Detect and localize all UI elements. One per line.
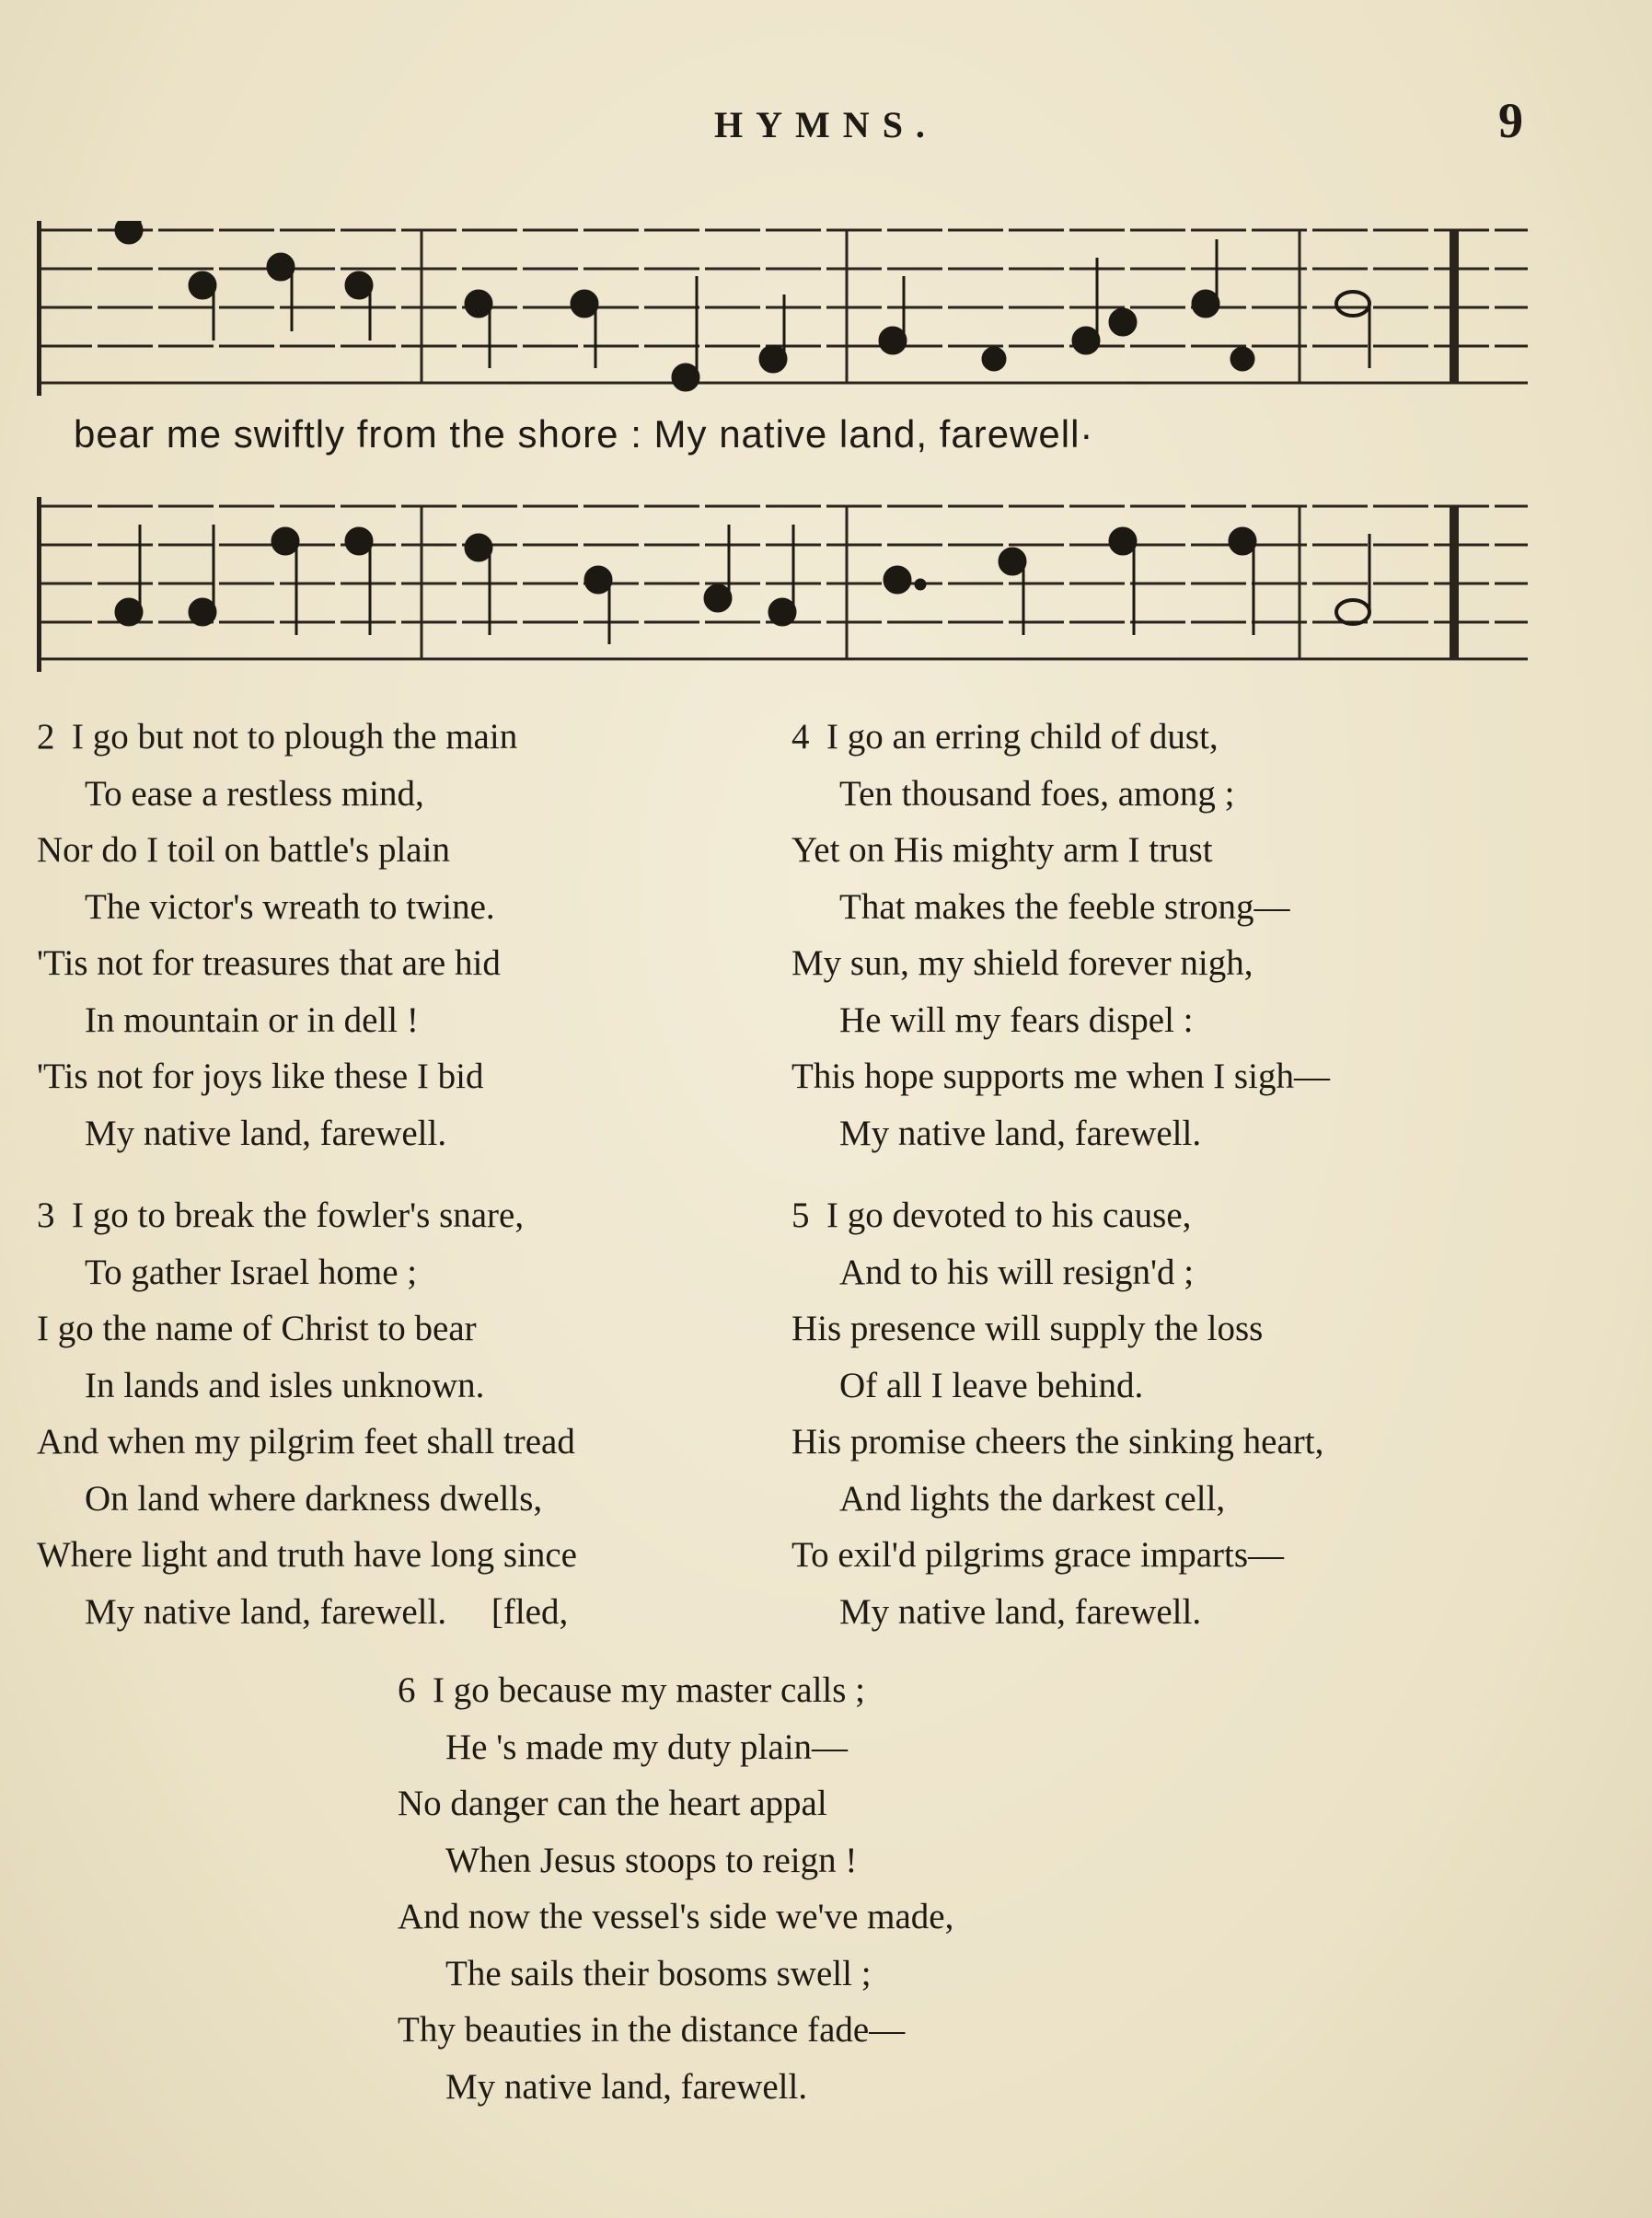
verse-2 xyxy=(37,709,517,1161)
verse-line: And now the vessel's side we've made, xyxy=(398,1897,954,1936)
verse-line: No danger can the heart appal xyxy=(398,1784,827,1823)
verse-line: To exil'd pilgrims grace imparts— xyxy=(791,1535,1285,1575)
verse-number: 6 xyxy=(398,1670,416,1710)
verse-line: To gather Israel home ; xyxy=(85,1252,418,1292)
verse-line: My native land, farewell. xyxy=(839,1113,1202,1153)
verse-line: I go to break the fowler's snare, xyxy=(72,1196,525,1235)
verse-line: Ten thousand foes, among ; xyxy=(839,773,1235,814)
verse-line: And when my pilgrim feet shall tread xyxy=(37,1422,575,1461)
verse-line: And to his will resign'd ; xyxy=(839,1252,1195,1292)
verse-number: 3 xyxy=(37,1196,55,1235)
verse-line: When Jesus stoops to reign ! xyxy=(445,1840,858,1880)
music-staff-upper xyxy=(37,221,1528,396)
verse-line: In lands and isles unknown. xyxy=(85,1365,485,1405)
verse-line: My native land, farewell. [fled, xyxy=(85,1591,569,1632)
verse-3 xyxy=(37,1187,577,1640)
verse-line: Of all I leave behind. xyxy=(839,1365,1144,1405)
page-number: 9 xyxy=(1498,93,1523,148)
music-lyric: bear me swiftly from the shore : My native land, farewell· xyxy=(74,412,1094,456)
verse-line: 'Tis not for joys like these I bid xyxy=(37,1057,484,1096)
verse-line: That makes the feeble strong— xyxy=(839,886,1290,927)
verse-line: To ease a restless mind, xyxy=(85,773,424,814)
verse-line: He 's made my duty plain— xyxy=(445,1727,849,1767)
verse-line: I go but not to plough the main xyxy=(72,717,518,757)
verse-line: The victor's wreath to twine. xyxy=(85,886,495,927)
verse-line: 'Tis not for treasures that are hid xyxy=(37,943,501,983)
verse-line: This hope supports me when I sigh— xyxy=(791,1057,1330,1096)
verse-line: My native land, farewell. xyxy=(839,1591,1202,1632)
verse-line: And lights the darkest cell, xyxy=(839,1478,1226,1519)
verse-5 xyxy=(791,1187,1323,1640)
verse-line: The sails their bosoms swell ; xyxy=(445,1953,872,1993)
running-head: HYMNS. xyxy=(714,104,938,145)
verse-line: My sun, my shield forever nigh, xyxy=(791,943,1253,983)
verse-line: I go devoted to his cause, xyxy=(826,1196,1192,1235)
verse-line: I go an erring child of dust, xyxy=(826,717,1219,757)
verse-line: His promise cheers the sinking heart, xyxy=(791,1422,1324,1461)
verse-line: His presence will supply the loss xyxy=(791,1309,1264,1348)
verse-number: 5 xyxy=(791,1196,810,1235)
verse-line: Yet on His mighty arm I trust xyxy=(791,830,1213,870)
verse-line: I go the name of Christ to bear xyxy=(37,1309,477,1348)
music-staff-lower xyxy=(37,497,1528,672)
verse-line: My native land, farewell. xyxy=(445,2066,808,2107)
verse-4 xyxy=(791,709,1330,1161)
verse-6 xyxy=(398,1662,953,2115)
verse-line: He will my fears dispel : xyxy=(839,999,1194,1040)
verse-line: Where light and truth have long since xyxy=(37,1535,577,1575)
verse-number: 4 xyxy=(791,717,810,757)
verse-line: On land where darkness dwells, xyxy=(85,1478,543,1519)
verse-line: Nor do I toil on battle's plain xyxy=(37,830,450,870)
verse-number: 2 xyxy=(37,717,55,757)
verse-line: In mountain or in dell ! xyxy=(85,999,419,1040)
verse-line: Thy beauties in the distance fade— xyxy=(398,2010,906,2050)
verse-line: I go because my master calls ; xyxy=(433,1670,865,1710)
verse-line: My native land, farewell. xyxy=(85,1113,447,1153)
